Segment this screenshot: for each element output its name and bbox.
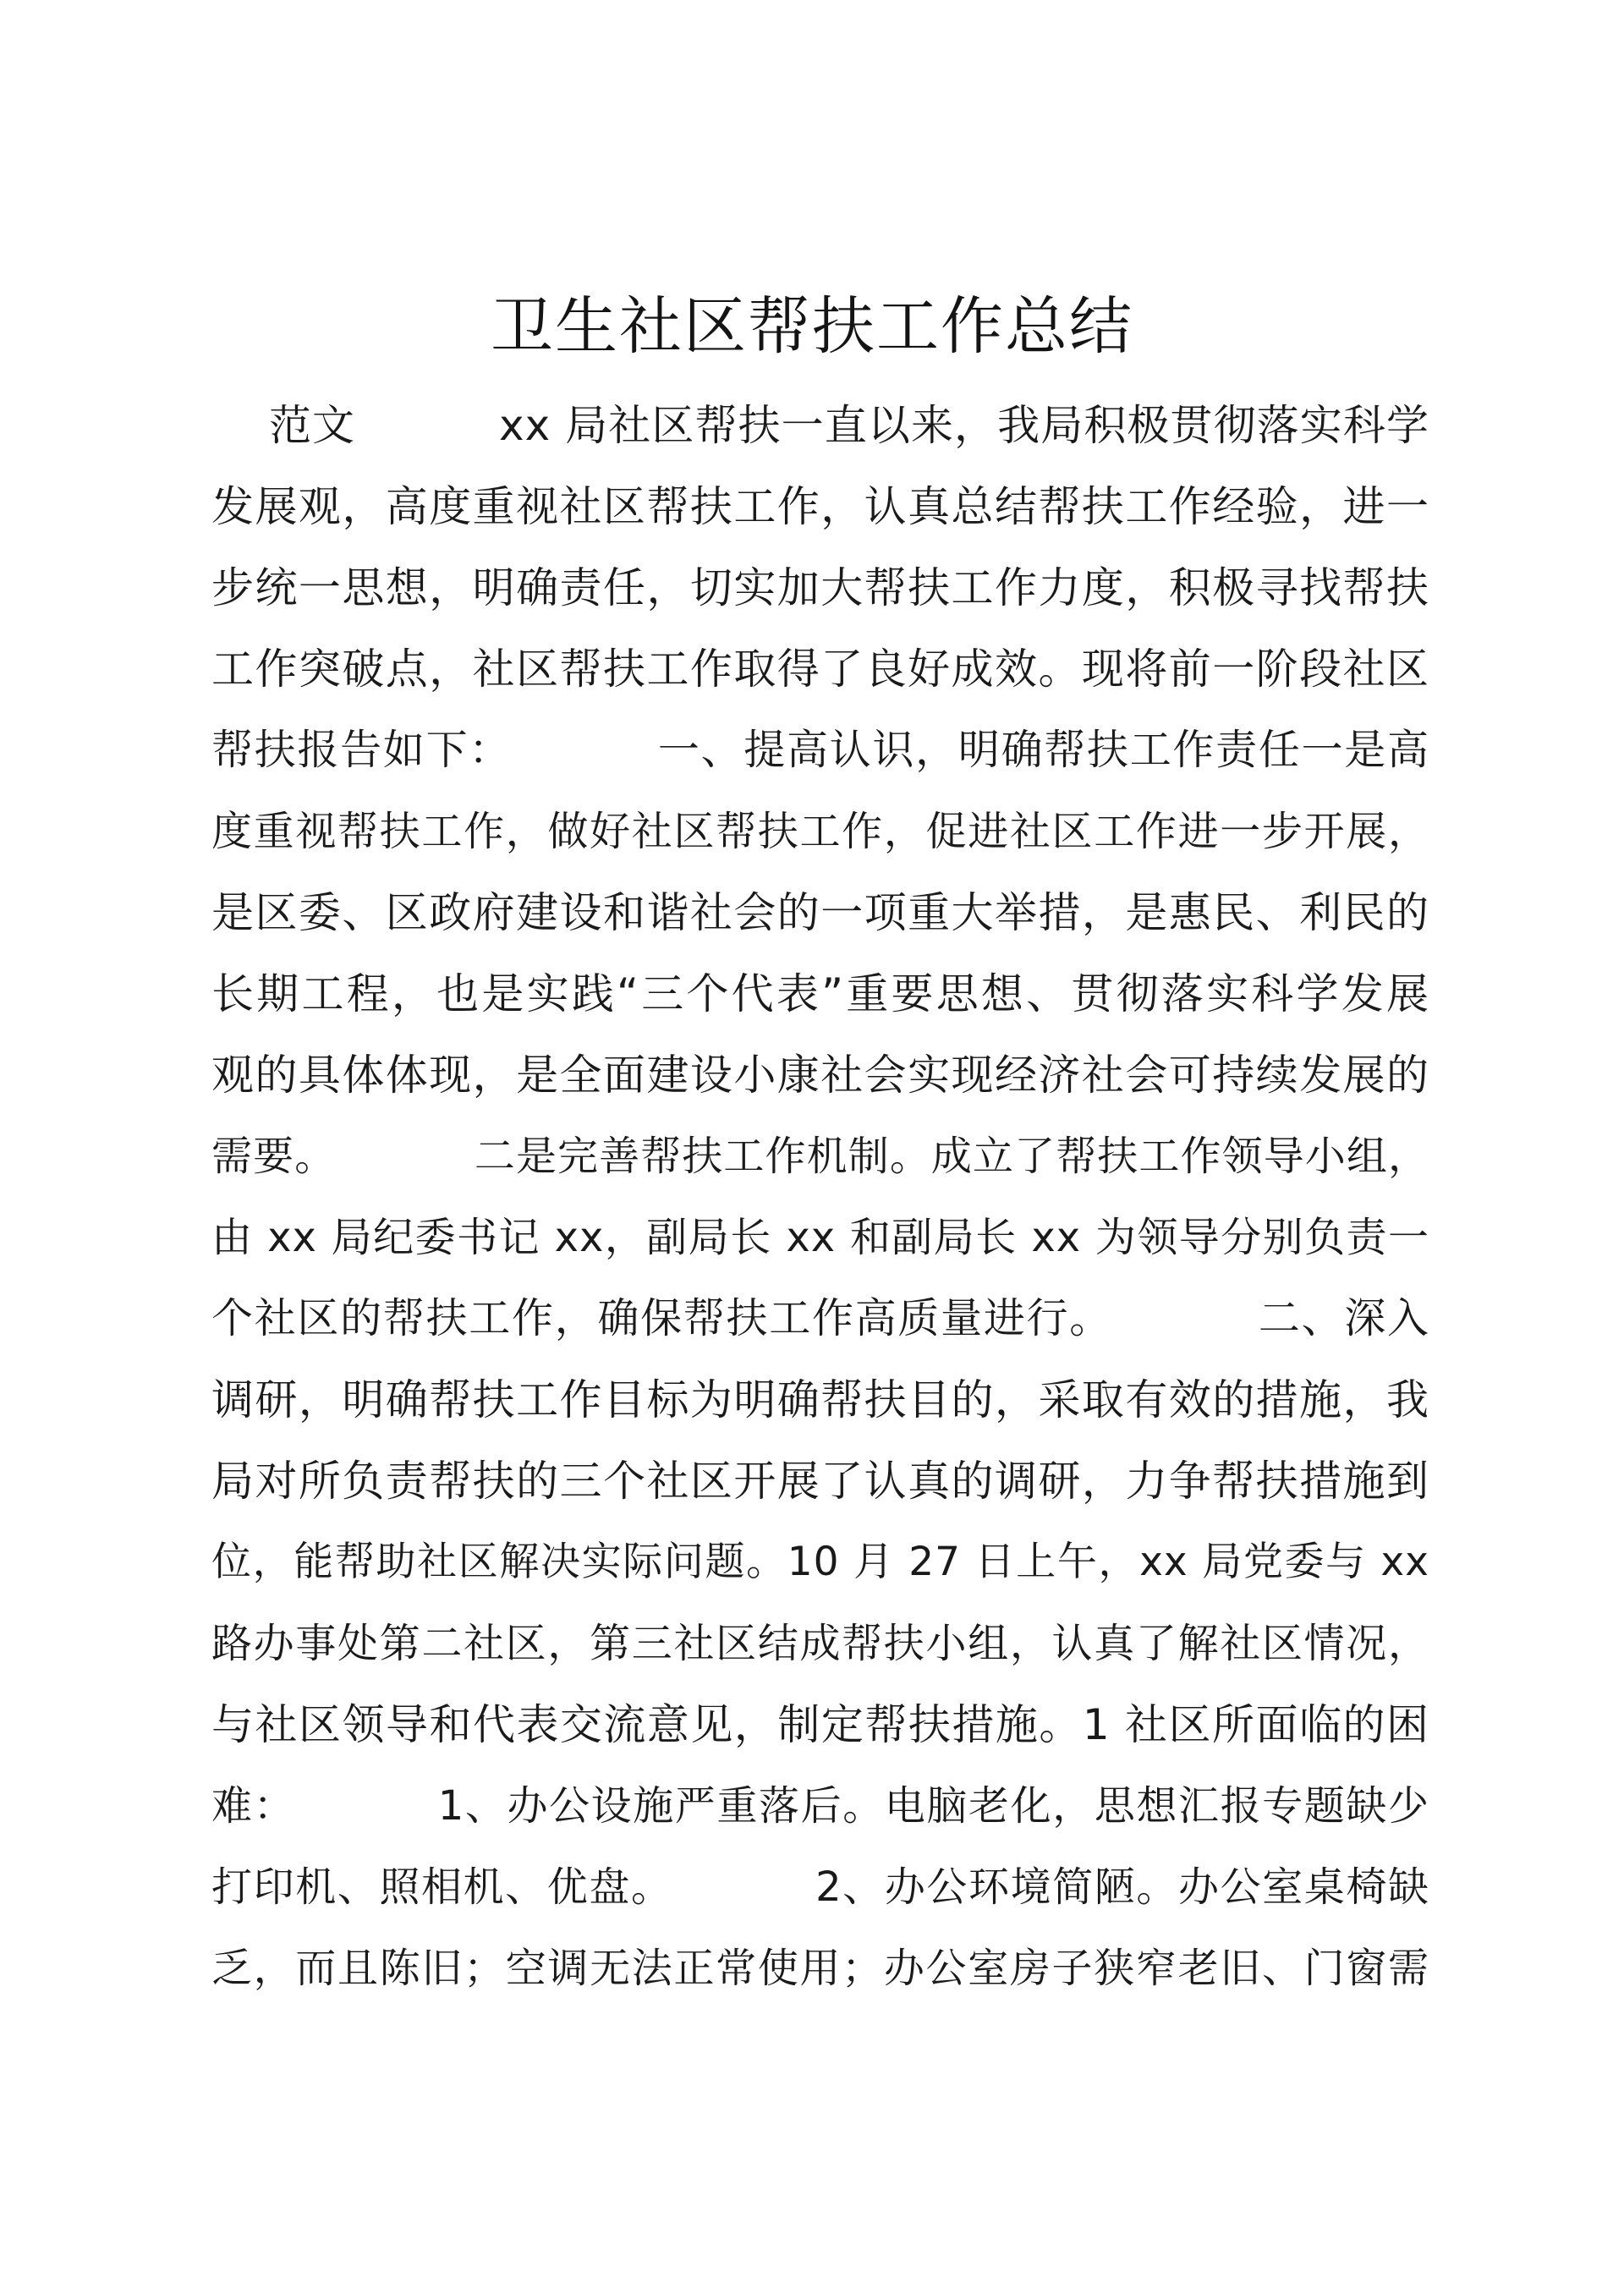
body-line-7: 是区委、区政府建设和谐社会的一项重大举措，是惠民、利民的 xyxy=(211,888,1429,937)
body-line-18: 难： 1、办公设施严重落后。电脑老化，思想汇报专题缺少 xyxy=(211,1782,1429,1830)
body-line-20: 乏，而且陈旧；空调无法正常使用；办公室房子狭窄老旧、门窗需 xyxy=(211,1945,1429,1992)
document-body xyxy=(211,385,1429,2009)
body-line-9: 观的具体体现，是全面建设小康社会实现经济社会可持续发展的 xyxy=(211,1051,1429,1100)
body-line-6: 度重视帮扶工作，做好社区帮扶工作，促进社区工作进一步开展， xyxy=(211,808,1429,855)
body-line-10: 需要。 二是完善帮扶工作机制。成立了帮扶工作领导小组， xyxy=(211,1133,1429,1180)
body-line-8: 长期工程，也是实践“三个代表”重要思想、贯彻落实科学发展 xyxy=(211,969,1429,1018)
body-line-11: 由 xx 局纪委书记 xx，副局长 xx 和副局长 xx 为领导分别负责一 xyxy=(211,1214,1429,1261)
document-title: 卫生社区帮扶工作总结 xyxy=(491,290,1133,363)
body-line-14: 局对所负责帮扶的三个社区开展了认真的调研，力争帮扶措施到 xyxy=(211,1457,1429,1506)
body-line-13: 调研，明确帮扶工作目标为明确帮扶目的，采取有效的措施，我 xyxy=(211,1375,1429,1424)
body-line-19: 打印机、照相机、优盘。 2、办公环境简陋。办公室桌椅缺 xyxy=(211,1863,1429,1911)
body-line-2: 发展观，高度重视社区帮扶工作，认真总结帮扶工作经验，进一 xyxy=(211,482,1429,531)
body-line-1: 范文 xx 局社区帮扶一直以来，我局积极贯彻落实科学 xyxy=(211,401,1429,450)
body-line-17: 与社区领导和代表交流意见，制定帮扶措施。1 社区所面临的困 xyxy=(211,1700,1429,1749)
body-line-15: 位，能帮助社区解决实际问题。10 月 27 日上午，xx 局党委与 xx xyxy=(211,1539,1429,1585)
body-line-5: 帮扶报告如下： 一、提高认识，明确帮扶工作责任一是高 xyxy=(211,726,1429,774)
body-line-4: 工作突破点，社区帮扶工作取得了良好成效。现将前一阶段社区 xyxy=(211,645,1429,694)
body-line-3: 步统一思想，明确责任，切实加大帮扶工作力度，积极寻找帮扶 xyxy=(211,563,1429,612)
body-line-12: 个社区的帮扶工作，确保帮扶工作高质量进行。 二、深入 xyxy=(211,1294,1429,1342)
body-line-16: 路办事处第二社区，第三社区结成帮扶小组，认真了解社区情况， xyxy=(211,1620,1429,1667)
